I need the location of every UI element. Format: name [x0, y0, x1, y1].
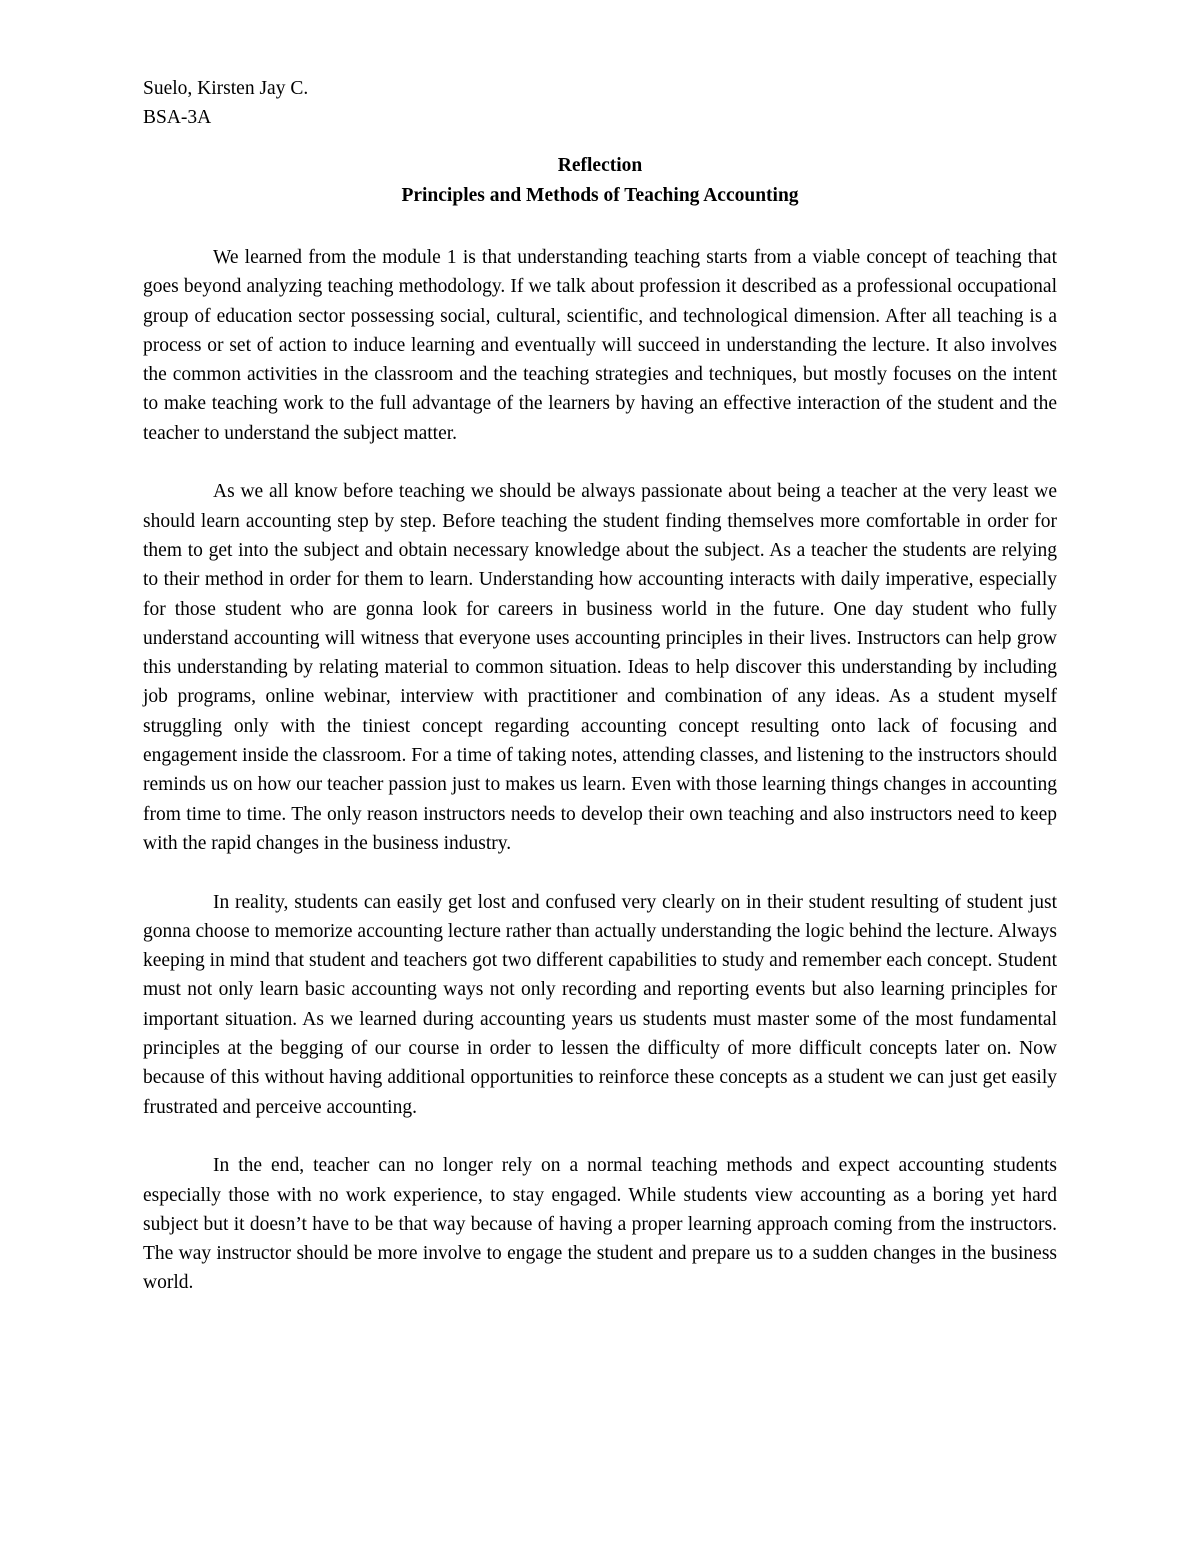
paragraph-1: We learned from the module 1 is that understanding teaching starts from a viable concept of teaching that goes beyond analyzing teaching methodology. If we talk about profession it described as a professional occupational group of education sector possessing social, cultural, scientific, and technological dimension. After all teaching is a process or set of action to induce learning and eventually will succeed in understanding the lecture. It also involves the common activities in the classroom and the teaching strategies and techniques, but mostly focuses on the intent to make teaching work to the full advantage of the learners by having an effective interaction of the student and the teacher to understand the subject matter. — [143, 247, 1057, 444]
document-title: Reflection — [557, 155, 643, 176]
paragraph-3: In reality, students can easily get lost and confused very clearly on in their student resulting of student just gonna choose to memorize accounting lecture rather than actually understanding the logic behind the lecture. Always keeping in mind that student and teachers got two different capabilities to study and remember each concept. Student must not only learn basic accounting ways not only recording and reporting events but also learning principles for important situation. As we learned during accounting years us students must master some of the most fundamental principles at the begging of our course in order to lessen the difficulty of more difficult concepts later on. Now because of this without having additional opportunities to reinforce these concepts as a student we can just get easily frustrated and perceive accounting. — [143, 891, 1058, 1118]
author-section: BSA-3A — [143, 107, 212, 128]
author-header — [143, 74, 943, 132]
document-titles — [143, 151, 1057, 211]
author-name: Suelo, Kirsten Jay C. — [143, 78, 309, 99]
document-subtitle: Principles and Methods of Teaching Accounting — [401, 185, 799, 206]
document-body — [143, 243, 1057, 1298]
paragraph-2: As we all know before teaching we should be always passionate about being a teacher at the very least we should learn accounting step by step. Before teaching the student finding themselves more comfortable in order for them to get into the subject and obtain necessary knowledge about the subject. As a teacher the students are relying to their method in order for them to learn. Understanding how accounting interacts with daily imperative, especially for those student who are gonna look for careers in business world in the future. One day student who fully understand accounting will witness that everyone uses accounting principles in their lives. Instructors can help grow this understanding by relating material to common situation. Ideas to help discover this understanding by including job programs, online webinar, interview with practitioner and combination of any ideas. As a student myself struggling only with the tiniest concept regarding accounting concept resulting onto lack of focusing and engagement inside the classroom. For a time of taking notes, attending classes, and listening to the instructors should reminds us on how our teacher passion just to makes us learn. Even with those learning things changes in accounting from time to time. The only reason instructors needs to develop their own teaching and also instructors need to keep with the rapid changes in the business industry. — [143, 481, 1057, 854]
paragraph-4: In the end, teacher can no longer rely on a normal teaching methods and expect accounting students especially those with no work experience, to stay engaged. While students view accounting as a boring yet hard subject but it doesn’t have to be that way because of having a proper learning approach coming from the instructors. The way instructor should be more involve to engage the student and prepare us to a sudden changes in the business world. — [143, 1155, 1057, 1294]
